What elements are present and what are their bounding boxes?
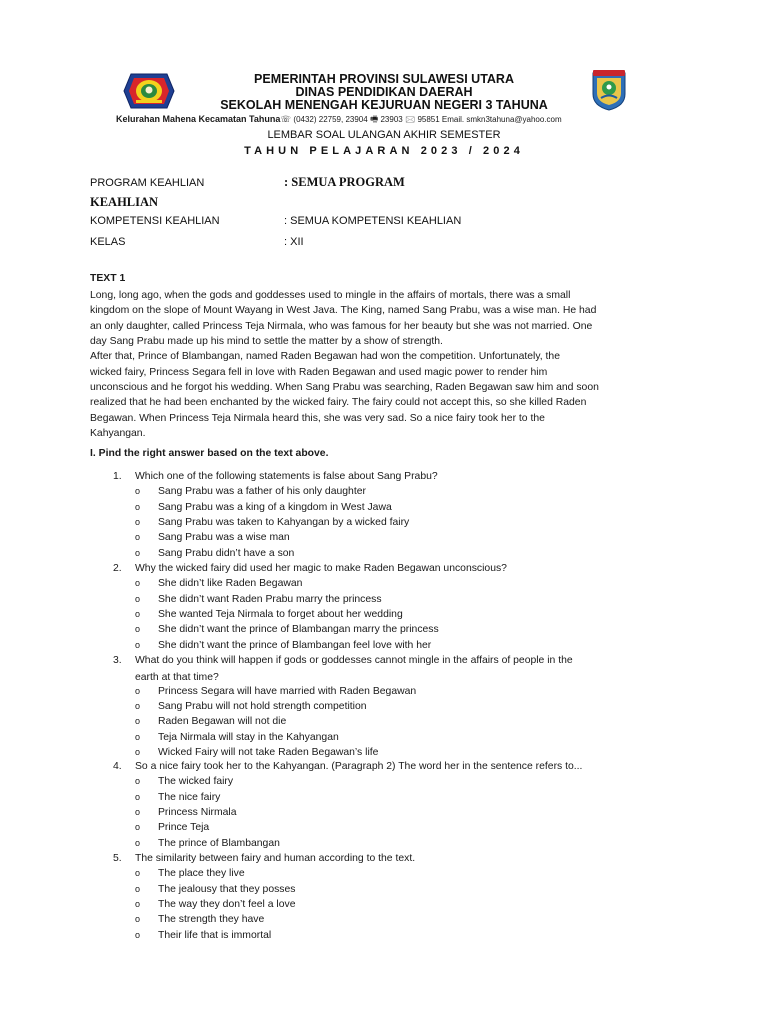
bullet-icon: o	[135, 837, 141, 848]
option-text: She didn’t like Raden Begawan	[158, 578, 303, 590]
option-text: She wanted Teja Nirmala to forget about her wedding	[158, 608, 403, 620]
program-value-cont: KEAHLIAN	[90, 195, 159, 209]
bullet-icon: o	[135, 868, 141, 879]
program-label: PROGRAM KEAHLIAN	[90, 177, 205, 189]
kompetensi-value: : SEMUA KOMPETENSI KEAHLIAN	[284, 215, 462, 227]
kelas-label: KELAS	[90, 236, 126, 248]
exam-title: LEMBAR SOAL ULANGAN AKHIR SEMESTER	[267, 129, 501, 141]
bullet-icon: o	[135, 914, 141, 925]
question-text: The similarity between fairy and human according to the text.	[135, 853, 416, 864]
option-text: The jealousy that they posses	[158, 883, 296, 895]
letterhead-line-3: SEKOLAH MENENGAH KEJURUAN NEGERI 3 TAHUNA	[220, 98, 548, 112]
passage-line: kingdom on the slope of Mount Wayang in West Java. The King, named Sang Prabu, was a wise man. He had	[90, 305, 597, 317]
question-text: What do you think will happen if gods or goddesses cannot mingle in the affairs of people in the	[135, 655, 573, 666]
program-value: : SEMUA PROGRAM	[284, 175, 405, 189]
school-address	[116, 114, 562, 128]
letterhead-line-1: PEMERINTAH PROVINSI SULAWESI UTARA	[254, 72, 514, 86]
question-number: 5.	[113, 853, 122, 864]
bullet-icon: o	[135, 624, 141, 635]
passage-line: day Sang Prabu made up his mind to settle the matter by a show of strength.	[90, 336, 443, 348]
text-heading: TEXT 1	[90, 273, 126, 284]
bullet-icon: o	[135, 791, 141, 802]
question-number: 3.	[113, 655, 122, 666]
option-text: The prince of Blambangan	[158, 837, 280, 849]
contact-info: 95851 Email. smkn3tahuna@yahoo.com	[417, 115, 562, 124]
bullet-icon: o	[135, 700, 141, 711]
option-text: The strength they have	[158, 914, 265, 926]
option-text: Sang Prabu didn’t have a son	[158, 547, 295, 559]
fax-number: 23903	[380, 115, 403, 124]
bullet-icon: o	[135, 746, 141, 757]
bullet-icon: o	[135, 776, 141, 787]
option-text: The way they don’t feel a love	[158, 898, 296, 910]
fax-icon: 🖷	[370, 114, 379, 124]
passage-line: After that, Prince of Blambangan, named Raden Begawan had won the competition. Unfortunately, the	[90, 351, 560, 363]
option-text: She didn’t want the prince of Blambangan marry the princess	[158, 624, 439, 636]
option-text: Raden Begawan will not die	[158, 716, 287, 728]
phone-icon: ☏	[280, 114, 292, 124]
passage-line: an only daughter, called Princess Teja Nirmala, who was famous for her beauty but she was not married. One	[90, 320, 593, 332]
question-number: 1.	[113, 471, 122, 482]
kelas-value: : XII	[284, 236, 304, 248]
passage-line: Begawan. When Princess Teja Nirmala heard this, she was very sad. So a nice fairy took her to the	[90, 412, 545, 424]
address-label: Kelurahan Mahena Kecamatan Tahuna	[116, 114, 281, 124]
option-text: Their life that is immortal	[158, 929, 272, 941]
passage-line: Kahyangan.	[90, 428, 146, 440]
option-text: Sang Prabu was taken to Kahyangan by a wicked fairy	[158, 516, 410, 528]
bullet-icon: o	[135, 578, 141, 589]
question-text: Which one of the following statements is false about Sang Prabu?	[135, 471, 438, 482]
option-text: She didn’t want the prince of Blambangan feel love with her	[158, 639, 432, 651]
option-text: She didn’t want Raden Prabu marry the princess	[158, 593, 382, 605]
question-text-cont: earth at that time?	[135, 672, 219, 684]
bullet-icon: o	[135, 806, 141, 817]
option-text: Sang Prabu will not hold strength competition	[158, 700, 367, 712]
option-text: Princess Nirmala	[158, 806, 237, 818]
question-number: 2.	[113, 563, 122, 574]
letterhead-line-2: DINAS PENDIDIKAN DAERAH	[295, 85, 473, 99]
bullet-icon: o	[135, 716, 141, 727]
bullet-icon: o	[135, 532, 141, 543]
bullet-icon: o	[135, 822, 141, 833]
question-number: 4.	[113, 761, 122, 772]
bullet-icon: o	[135, 883, 141, 894]
bullet-icon: o	[135, 501, 141, 512]
option-text: Princess Segara will have married with Raden Begawan	[158, 685, 417, 697]
option-text: The wicked fairy	[158, 776, 234, 788]
bullet-icon: o	[135, 486, 141, 497]
reading-passage	[90, 288, 690, 441]
bullet-icon: o	[135, 929, 141, 940]
bullet-icon: o	[135, 593, 141, 604]
passage-line: Long, long ago, when the gods and goddesses used to mingle in the affairs of mortals, there was a small	[90, 290, 571, 301]
mail-icon: 🖂	[405, 114, 416, 124]
option-text: Wicked Fairy will not take Raden Begawan’s life	[158, 746, 379, 758]
phone-number: (0432) 22759, 23904	[293, 115, 368, 124]
option-text: Sang Prabu was a father of his only daughter	[158, 486, 366, 498]
option-text: Sang Prabu was a king of a kingdom in West Jawa	[158, 501, 392, 513]
bullet-icon: o	[135, 685, 141, 696]
exam-year: TAHUN PELAJARAN 2023 / 2024	[244, 145, 524, 157]
passage-line: unconscious and he forgot his wedding. When Sang Prabu was searching, Raden Begawan saw him and soon	[90, 382, 599, 394]
option-text: The place they live	[158, 868, 245, 880]
kompetensi-label: KOMPETENSI KEAHLIAN	[90, 215, 220, 227]
question-text: Why the wicked fairy did used her magic to make Raden Begawan unconscious?	[135, 563, 507, 574]
option-text: Teja Nirmala will stay in the Kahyangan	[158, 731, 339, 743]
option-text: Sang Prabu was a wise man	[158, 532, 290, 544]
bullet-icon: o	[135, 731, 141, 742]
option-text: The nice fairy	[158, 791, 221, 803]
passage-line: wicked fairy, Princess Segara fell in love with Raden Begawan and used magic power to render him	[90, 366, 548, 378]
option-text: Prince Teja	[158, 822, 210, 834]
bullet-icon: o	[135, 516, 141, 527]
passage-line: realized that he had been enchanted by the wicked fairy. The fairy could not accept this, so she killed Raden	[90, 397, 587, 409]
bullet-icon: o	[135, 608, 141, 619]
bullet-icon: o	[135, 639, 141, 650]
instruction: I. Pind the right answer based on the text above.	[90, 448, 329, 459]
question-text: So a nice fairy took her to the Kahyangan. (Paragraph 2) The word her in the sentence refers to...	[135, 761, 583, 772]
bullet-icon: o	[135, 898, 141, 909]
bullet-icon: o	[135, 547, 141, 558]
